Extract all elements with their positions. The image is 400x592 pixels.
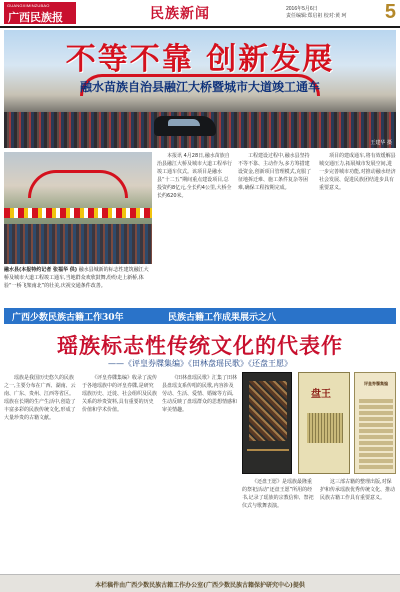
photo-caption bbox=[4, 266, 152, 290]
page-number: 5 bbox=[384, 1, 396, 23]
feature-column-4: 《还盘王愿》是瑶族最隆重的祭祀活动“还盘王愿”所用的经书,记录了瑶族的宗教信仰、祭祀仪式与歌舞表演。 bbox=[242, 479, 314, 509]
car-window bbox=[168, 119, 200, 126]
book-cover-rule bbox=[247, 449, 289, 451]
photo-arch bbox=[28, 170, 128, 198]
caption-text: 融水县城新的标志性建筑融江大桥及城市大道工程竣工通车,当地群众欢欣鼓舞,纷纷走上新桥,体验“一桥飞架南北”的壮美,庆祝交通条件改善。 bbox=[4, 267, 149, 289]
feature-band bbox=[4, 308, 396, 324]
book-cover-1 bbox=[242, 372, 292, 474]
page-header bbox=[0, 0, 400, 28]
page-footer bbox=[0, 574, 400, 592]
book-cover-art bbox=[307, 413, 343, 443]
bridge-photo bbox=[4, 152, 152, 264]
photo-crowd bbox=[4, 224, 152, 264]
book-title-pan-wang: 盘王 bbox=[311, 389, 331, 400]
feature-column-3: 《田林盘瑶民歌》汇集了田林县盘瑶支系传唱的民歌,内容涉及劳动、生活、爱情、婚嫁等方面,生动反映了盘瑶群众的思想情感和审美情趣。 bbox=[162, 375, 238, 413]
issue-meta bbox=[286, 6, 347, 20]
caption-lead: 融水县(本报特约记者 张福华 供) bbox=[4, 267, 78, 273]
book-cover-2 bbox=[298, 372, 350, 474]
band-subtitle: 民族古籍工作成果展示之八 bbox=[168, 313, 277, 323]
hero-title: 不等不靠 创新发展 bbox=[65, 42, 335, 77]
hero-subtitle: 融水苗族自治县融江大桥暨城市大道竣工通车 bbox=[79, 80, 320, 94]
book-cover-art bbox=[249, 381, 287, 441]
feature-subtitle: ——《评皇券牒集编》《田林盘瑶民歌》《还盘王愿》 bbox=[108, 359, 292, 368]
feature-title: 瑶族标志性传统文化的代表作 bbox=[57, 333, 343, 358]
masthead-en: GUANGXIMINZUBAO bbox=[7, 3, 50, 8]
photo-credit: 王建华 摄 bbox=[370, 140, 392, 146]
date-line: 2016年5月6日 bbox=[286, 6, 318, 12]
footer-text: 本栏稿件由广西少数民族古籍工作办公室(广西少数民族古籍保护研究中心)提供 bbox=[95, 582, 305, 589]
news-column-3: 项目的建成通车,将有效缓解县城交通压力,拓展城市发展空间,进一步完善城市功能,对推动融水经济社会发展、促进民族团结进步具有重要意义。 bbox=[319, 153, 396, 191]
editor-line: 责任编辑:郑启祖 校对:黄 珂 bbox=[286, 13, 347, 19]
car-image bbox=[154, 116, 216, 136]
news-column-2: 工程建设过程中,融水县坚持不等不靠、主动作为,多方筹措建设资金,创新项目管理模式,克服了征地拆迁难、施工条件复杂等困难,确保工程按期完成。 bbox=[238, 153, 312, 191]
book-cover-art bbox=[359, 399, 393, 469]
feature-column-5: 这三部古籍的整理出版,对保护和传承瑶族优秀传统文化、推动民族古籍工作具有重要意义。 bbox=[320, 479, 396, 501]
section-title: 民族新闻 bbox=[150, 6, 210, 22]
book-title-quan-die: 评皇券牒集编 bbox=[364, 381, 388, 386]
photo-flags bbox=[4, 208, 152, 218]
feature-column-2: 《评皇券牒集编》收录了流传于各地瑶族中的评皇券牒,是研究瑶族历史、迁徙、社会组织及民族关系的珍贵资料,具有重要的历史价值和学术价值。 bbox=[82, 375, 158, 413]
news-column-1: 本报讯 4月28日,融水苗族自治县融江大桥及城市大道工程举行竣工通车仪式。该项目是融水县“十二五”期间重点建设项目,总投资约8亿元,全长约4公里,大桥全长约620米。 bbox=[157, 153, 233, 199]
feature-column-1: 瑶族是我国历史悠久的民族之一,主要分布在广西、湖南、云南、广东、贵州、江西等省区。瑶族在长期的生产生活中,创造了丰富多彩的民族传统文化,形成了大量珍贵的古籍文献。 bbox=[4, 375, 76, 421]
masthead-cn: 广西民族报 bbox=[8, 11, 63, 24]
hero-photo bbox=[4, 30, 396, 148]
masthead bbox=[4, 2, 76, 24]
band-title: 广西少数民族古籍工作30年 bbox=[12, 313, 124, 323]
book-cover-3 bbox=[354, 372, 396, 474]
